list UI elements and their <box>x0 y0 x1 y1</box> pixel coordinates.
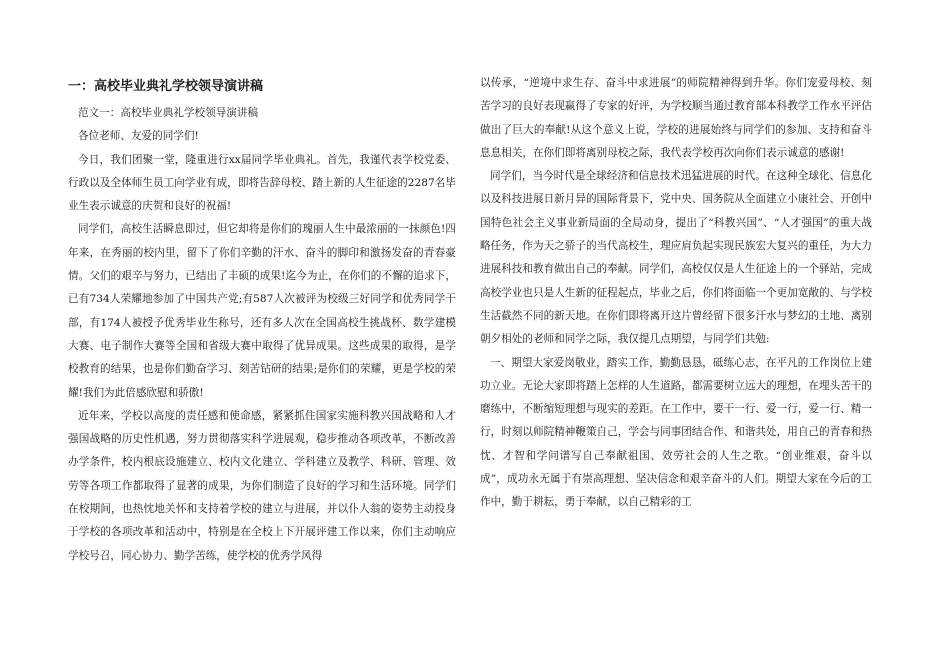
left-column <box>68 78 456 568</box>
paragraph: 以传承，“逆境中求生存、奋斗中求进展”的师院精神得到升华。你们宠爱母校、刻苦学习的良好表现赢得了专家的好评，为学校顺当通过教育部本科教学工作水平评估做出了巨大的奉献!从这个意义上说，学校的进展始终与同学们的参加、支持和奋斗息息相关，在你们即将离别母校之际，我代表学校再次向你们表示诚意的感谢! <box>480 77 872 159</box>
paragraph: 范文一：高校毕业典礼学校领导演讲稿 <box>78 107 259 119</box>
paragraph: 一、期望大家爱岗敬业，踏实工作，勤勤恳恳，砥练心志，在平凡的工作岗位上建功立业。无论大家即将踏上怎样的人生道路，都需要树立远大的理想，在埋头苦干的磨练中，不断缩短理想与现实的差距。在工作中，要干一行、爱一行，爱一行、精一行，时刻以师院精神鞭策自己，学会与同事团结合作、和谐共处，用自己的青春和热忱、才智和学问谱写自己奉献祖国、效劳社会的人生之歌。“创业维艰，奋斗以成”，成功永无属于有崇高理想、坚决信念和艰辛奋斗的人们。期望大家在今后的工作中，勤于耕耘，勇于奉献，以自己精彩的工 <box>480 356 872 509</box>
document-heading: 一：高校毕业典礼学校领导演讲稿 <box>68 79 264 94</box>
paragraph: 近年来，学校以高度的责任感和使命感，紧紧抓住国家实施科教兴国战略和人才强国战略的历史性机遇，努力贯彻落实科学进展观，稳步推动各项改革，不断改善办学条件，校内根底设施建立、校内文化建立、学科建立及教学、科研、管理、效劳等各项工作都取得了显著的成果，为你们制造了良好的学习和生活环境。同学们在校期间，也热忱地关怀和支持着学校的建立与进展，并以仆人翁的姿势主动投身于学校的各项改革和活动中，特别是在全校上下开展评建工作以来，你们主动响应学校号召，同心协力、勤学苦练，使学校的优秀学风得 <box>68 409 456 562</box>
paragraph: 同学们，高校生活瞬息即过，但它却将是你们的瑰丽人生中最浓丽的一抹颜色!四年来，在秀丽的校内里，留下了你们辛勤的汗水、奋斗的脚印和激扬发奋的青春豪情。父们的艰辛与努力，已结出了丰硕的成果!迄今为止，在你们的不懈的追求下，已有734人荣耀地参加了中国共产党;有587人次被评为校级三好同学和优秀同学干部，有174人被授予优秀毕业生称号，还有多人次在全国高校生挑战杯、数学建模大赛、电子制作大赛等全国和省级大赛中取得了优异成果。这些成果的取得，是学校教育的结果，也是你们勤奋学习、刻苦钻研的结果;是你们的荣耀，更是学校的荣耀!我们为此倍感欣慰和骄傲! <box>68 223 456 399</box>
paragraph: 同学们，当今时代是全球经济和信息技术迅猛进展的时代。在这种全球化、信息化以及科技进展日新月异的国际背景下，党中央、国务院从全面建立小康社会、开创中国特色社会主义事业新局面的全局动身，提出了“科教兴国”、“人才强国”的重大战略任务，作为天之骄子的当代高校生，理应肩负起实现民族宏大复兴的重任，为大力进展科技和教育做出自己的奉献。同学们，高校仅仅是人生征途上的一个驿站，完成高校学业也只是人生新的征程起点，毕业之后，你们将面临一个更加宽敞的、与学校生活截然不同的新天地。在你们即将离开这片曾经留下很多汗水与梦幻的土地、离别朝夕相处的老师和同学之际，我仅提几点期望，与同学们共勉: <box>480 170 872 346</box>
paragraph: 各位老师、友爱的同学们! <box>78 130 199 143</box>
right-column <box>480 72 872 515</box>
paragraph: 今日，我们团聚一堂，隆重进行xx届同学毕业典礼。首先，我谨代表学校党委、行政以及全体师生员工向学业有成，即将告辞母校、踏上新的人生征途的2287名毕业生表示诚意的庆贺和良好的祝福! <box>68 153 456 213</box>
